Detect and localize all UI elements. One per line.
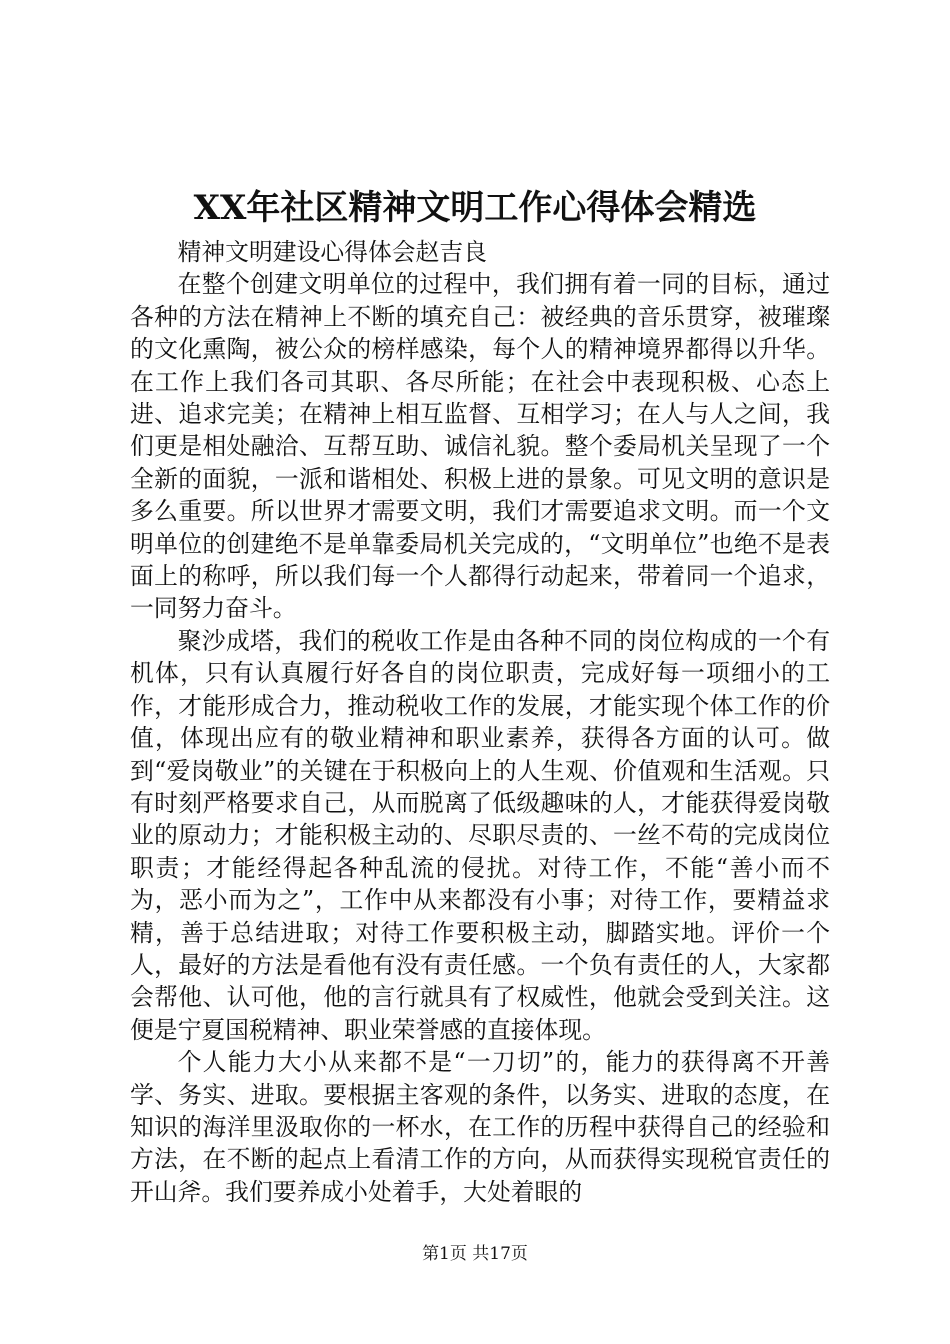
- paragraph: 聚沙成塔，我们的税收工作是由各种不同的岗位构成的一个有机体，只有认真履行好各自的岗位职责，完成好每一项细小的工作，才能形成合力，推动税收工作的发展，才能实现个体工作的价值，体现出应有的敬业精神和职业素养，获得各方面的认可。做到“爱岗敬业”的关键在于积极向上的人生观、价值观和生活观。只有时刻严格要求自己，从而脱离了低级趣味的人，才能获得爱岗敬业的原动力；才能积极主动的、尽职尽责的、一丝不苟的完成岗位职责；才能经得起各种乱流的侵扰。对待工作，不能“善小而不为，恶小而为之”，工作中从来都没有小事；对待工作，要精益求精，善于总结进取；对待工作要积极主动，脚踏实地。评价一个人，最好的方法是看他有没有责任感。一个负有责任的人，大家都会帮他、认可他，他的言行就具有了权威性，他就会受到关注。这便是宁夏国税精神、职业荣誉感的直接体现。: [130, 626, 830, 1044]
- document-body: [130, 236, 830, 1208]
- paragraph: 在整个创建文明单位的过程中，我们拥有着一同的目标，通过各种的方法在精神上不断的填充自己：被经典的音乐贯穿，被璀璨的文化熏陶，被公众的榜样感染，每个人的精神境界都得以升华。在工作上我们各司其职、各尽所能；在社会中表现积极、心态上进、追求完美；在精神上相互监督、互相学习；在人与人之间，我们更是相处融洽、互帮互助、诚信礼貌。整个委局机关呈现了一个全新的面貌，一派和谐相处、积极上进的景象。可见文明的意识是多么重要。所以世界才需要文明，我们才需要追求文明。而一个文明单位的创建绝不是单靠委局机关完成的，“文明单位”也绝不是表面上的称呼，所以我们每一个人都得行动起来，带着同一个追求，一同努力奋斗。: [130, 270, 830, 623]
- paragraph-subtitle: 精神文明建设心得体会赵吉良: [177, 238, 487, 266]
- paragraph: 个人能力大小从来都不是“一刀切”的，能力的获得离不开善学、务实、进取。要根据主客观的条件，以务实、进取的态度，在知识的海洋里汲取你的一杯水，在工作的历程中获得自己的经验和方法，在不断的起点上看清工作的方向，从而获得实现税官责任的开山斧。我们要养成小处着手，大处着眼的: [130, 1048, 830, 1206]
- document-title: XX年社区精神文明工作心得体会精选: [193, 188, 757, 228]
- page-number-footer: 第1页 共17页: [422, 1244, 528, 1264]
